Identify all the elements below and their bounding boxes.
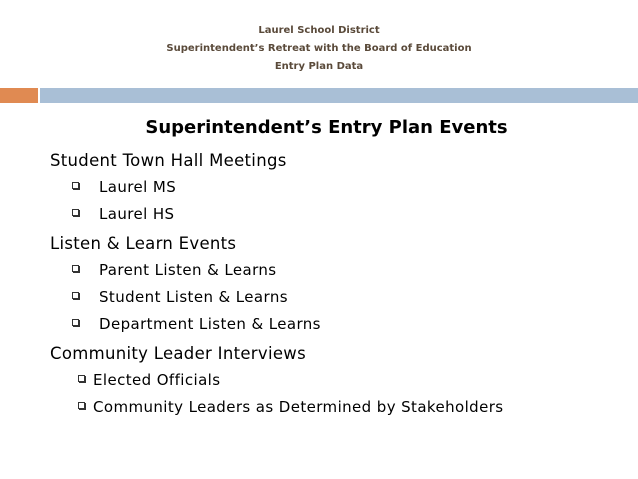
header-retreat: Superintendent’s Retreat with the Board of Education (166, 43, 472, 54)
list-item (50, 284, 630, 311)
group-label: Listen & Learn Events (50, 234, 237, 253)
list-item (50, 174, 630, 201)
group-community-leader (50, 341, 630, 421)
header-district: Laurel School District (258, 25, 380, 36)
list-item-text: Community Leaders as Determined by Stakeholders (93, 398, 504, 416)
group-label: Community Leader Interviews (50, 344, 306, 363)
hollow-square-bullet-icon (72, 209, 79, 216)
hollow-square-bullet-icon (72, 265, 79, 272)
header-accent-bar (0, 88, 38, 103)
hollow-square-bullet-icon (78, 402, 85, 409)
list-item-text: Elected Officials (93, 371, 221, 389)
hollow-square-bullet-icon (78, 375, 85, 382)
list-item-text: Parent Listen & Learns (99, 261, 277, 279)
list-item (50, 257, 630, 284)
header-subtitle: Entry Plan Data (274, 61, 364, 72)
list-item (50, 367, 630, 394)
list-item (50, 201, 630, 228)
group-label: Student Town Hall Meetings (50, 151, 287, 170)
list-item-text: Department Listen & Learns (99, 315, 321, 333)
hollow-square-bullet-icon (72, 182, 79, 189)
group-listen-learn (50, 231, 630, 338)
slide-title: Superintendent’s Entry Plan Events (145, 117, 508, 138)
group-student-town-hall (50, 148, 630, 228)
list-item-text: Student Listen & Learns (99, 288, 288, 306)
list-item (50, 311, 630, 338)
slide-content (50, 148, 630, 421)
hollow-square-bullet-icon (72, 292, 79, 299)
hollow-square-bullet-icon (72, 319, 79, 326)
list-item-text: Laurel MS (99, 178, 177, 196)
header-rule-bar (40, 88, 638, 103)
list-item (50, 394, 630, 421)
slide-header (0, 22, 638, 76)
list-item-text: Laurel HS (99, 205, 175, 223)
